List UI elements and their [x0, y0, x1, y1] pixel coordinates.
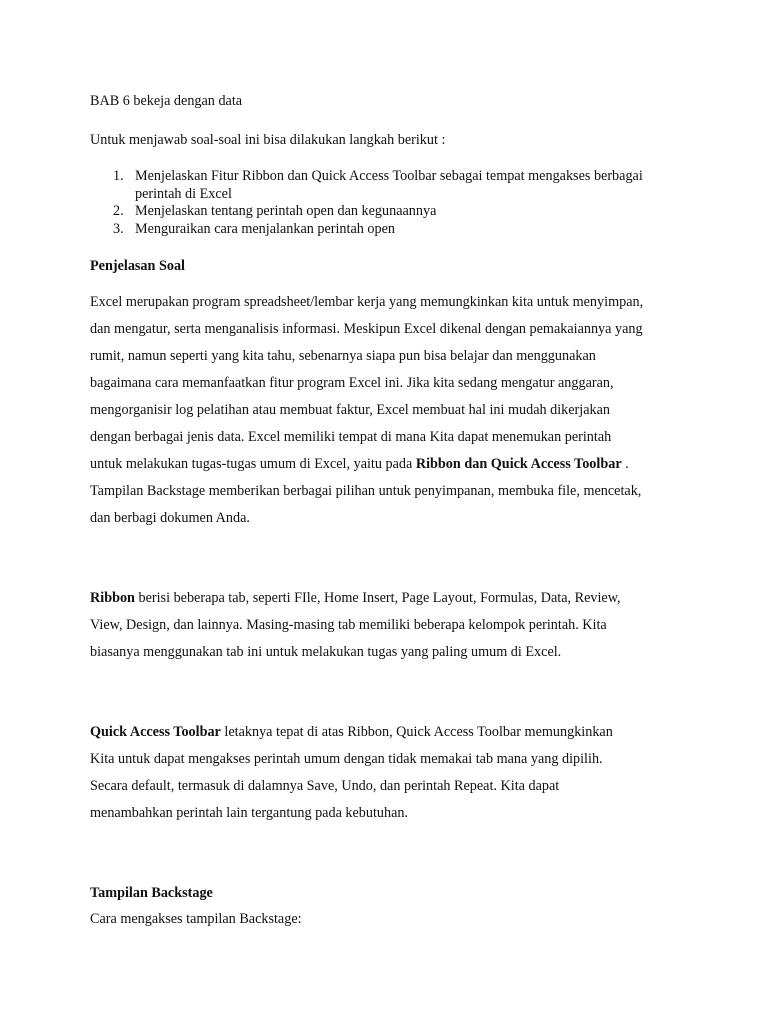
- list-item-text: Menjelaskan tentang perintah open dan kegunaannya: [135, 203, 437, 219]
- paragraph-line: dan berbagi dokumen Anda.: [90, 510, 250, 526]
- inline-bold-qat: Quick Access Toolbar: [90, 724, 221, 740]
- paragraph-line: biasanya menggunakan tab ini untuk melakukan tugas yang paling umum di Excel.: [90, 644, 562, 660]
- list-item-text: perintah di Excel: [135, 185, 232, 202]
- list-item-text: Menguraikan cara menjalankan perintah open: [135, 220, 395, 237]
- paragraph-line: Tampilan Backstage memberikan berbagai pilihan untuk penyimpanan, membuka file, mencetak,: [90, 483, 642, 499]
- paragraph-line: mengorganisir log pelatihan atau membuat faktur, Excel membuat hal ini mudah dikerjakan: [90, 402, 611, 418]
- paragraph-line: dengan berbagai jenis data. Excel memiliki tempat di mana Kita dapat menemukan perintah: [90, 429, 612, 445]
- inline-bold-ribbon: Ribbon: [90, 590, 135, 606]
- inline-text: untuk melakukan tugas-tugas umum di Excel, yaitu pada: [90, 456, 416, 472]
- paragraph-line: [90, 451, 629, 478]
- inline-text: berisi beberapa tab, seperti FIle, Home Insert, Page Layout, Formulas, Data, Review,: [134, 590, 621, 606]
- list-item: [90, 203, 643, 221]
- list-item-text: Menjelaskan Fitur Ribbon dan Quick Access Toolbar sebagai tempat mengakses berbagai: [135, 168, 643, 184]
- list-item: [90, 168, 643, 203]
- paragraph-line: Secara default, termasuk di dalamnya Save, Undo, dan perintah Repeat. Kita dapat: [90, 778, 560, 794]
- paragraph-line: Excel merupakan program spreadsheet/lembar kerja yang memungkinkan kita untuk menyimpan,: [90, 294, 644, 310]
- inline-text: .: [621, 456, 629, 472]
- document-title: BAB 6 bekeja dengan data: [90, 93, 243, 109]
- list-item: [90, 221, 643, 239]
- list-number: 2.: [113, 203, 124, 219]
- inline-text: letaknya tepat di atas Ribbon, Quick Access Toolbar memungkinkan: [220, 724, 613, 740]
- paragraph-line: [90, 585, 621, 612]
- numbered-list: [90, 168, 643, 238]
- section-heading-penjelasan: Penjelasan Soal: [90, 258, 185, 274]
- paragraph-line: bagaimana cara memanfaatkan fitur program Excel ini. Jika kita sedang mengatur anggaran,: [90, 375, 614, 391]
- backstage-intro: Cara mengakses tampilan Backstage:: [90, 911, 302, 927]
- paragraph-line: Kita untuk dapat mengakses perintah umum dengan tidak memakai tab mana yang dipilih.: [90, 751, 603, 767]
- paragraph-line: menambahkan perintah lain tergantung pada kebutuhan.: [90, 805, 409, 821]
- intro-text: Untuk menjawab soal-soal ini bisa dilakukan langkah berikut :: [90, 132, 446, 148]
- inline-bold-ribbon-qat: Ribbon dan Quick Access Toolbar: [415, 456, 622, 472]
- section-heading-backstage: Tampilan Backstage: [90, 885, 213, 901]
- paragraph-line: rumit, namun seperti yang kita tahu, sebenarnya siapa pun bisa belajar dan menggunakan: [90, 348, 596, 364]
- paragraph-line: [90, 719, 613, 746]
- list-number: 3.: [113, 220, 124, 237]
- paragraph-line: dan mengatur, serta menganalisis informasi. Meskipun Excel dikenal dengan pemakaiannya yang: [90, 321, 643, 337]
- paragraph-line: View, Design, dan lainnya. Masing-masing tab memiliki beberapa kelompok perintah. Kita: [90, 617, 607, 633]
- list-number: 1.: [113, 168, 124, 184]
